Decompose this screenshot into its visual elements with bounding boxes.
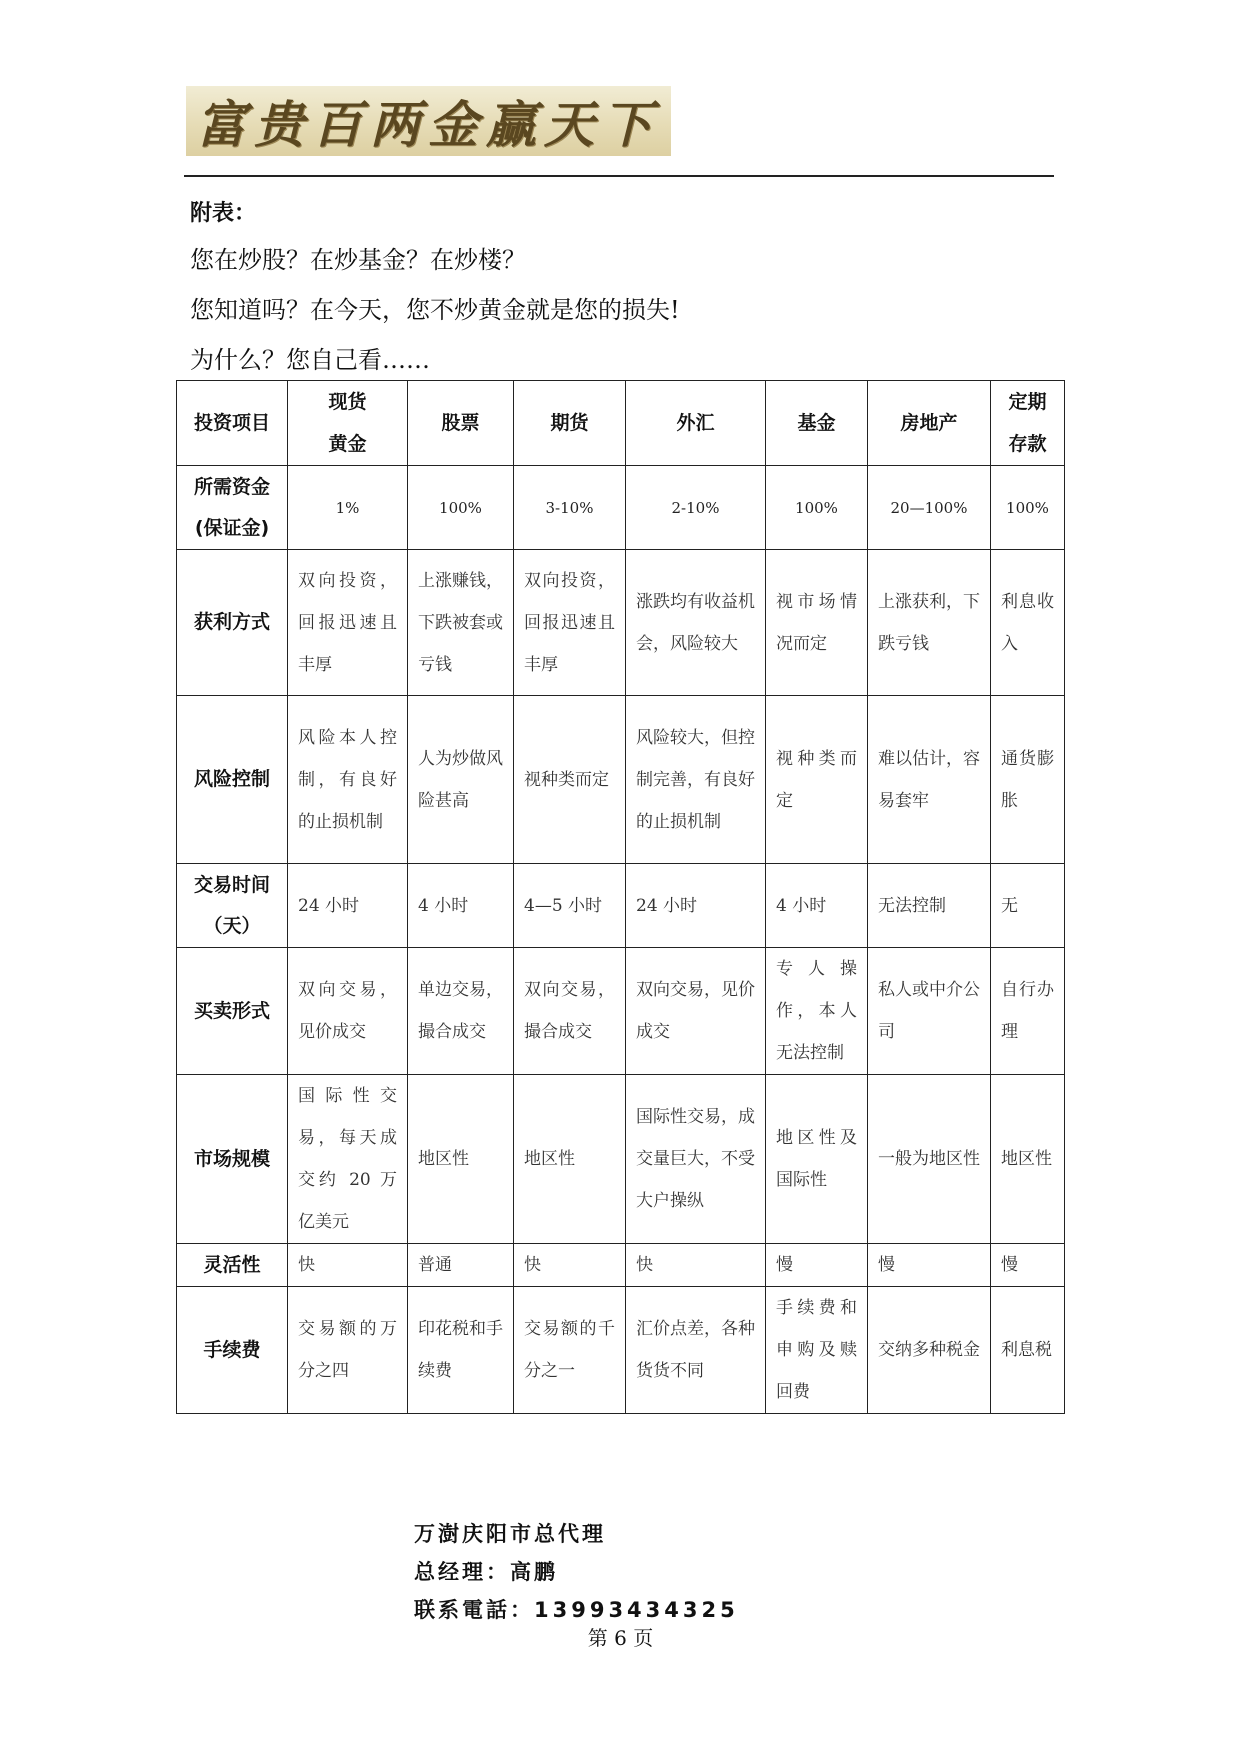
page-number: 第 6 页 [587,1626,654,1650]
table-cell: 私人或中介公司 [868,948,991,1075]
header-divider [184,175,1054,177]
table-cell: 视种类而定 [766,696,868,864]
row-header-trade-form: 买卖形式 [177,948,288,1075]
row-header-line2: (保证金) [194,516,270,539]
table-row [177,466,1065,550]
table-cell: 自行办理 [991,948,1065,1075]
table-cell: 通货膨胀 [991,696,1065,864]
table-cell: 单边交易，撮合成交 [408,948,514,1075]
row-header-risk: 风险控制 [177,696,288,864]
table-cell: 慢 [766,1244,868,1287]
table-cell: 国际性交易，每天成交约 20 万亿美元 [288,1075,408,1244]
row-header-line1: 所需资金 [193,475,270,498]
appendix-heading: 附表： [190,201,257,226]
table-cell: 1% [288,466,408,550]
table-cell: 100% [766,466,868,550]
table-cell: 2-10% [626,466,766,550]
table-cell: 24 小时 [626,864,766,948]
table-cell: 双向投资，回报迅速且丰厚 [514,550,626,696]
footer-phone-label: 联系電話： [414,1598,534,1622]
investment-comparison-table [176,380,1065,1414]
header-stocks: 股票 [408,381,514,466]
row-header-market-scale: 市场规模 [177,1075,288,1244]
table-row [177,696,1065,864]
table-cell: 双向交易，见价成交 [288,948,408,1075]
table-cell: 双向投资，回报迅速且丰厚 [288,550,408,696]
table-cell: 上涨获利，下跌亏钱 [868,550,991,696]
table-cell: 交易额的千分之一 [514,1287,626,1414]
table-cell: 无法控制 [868,864,991,948]
row-header-line1: 交易时间 [193,873,270,896]
table-cell: 涨跌均有收益机会，风险较大 [626,550,766,696]
header-deposit-line1: 定期 [1008,391,1047,413]
table-cell: 快 [626,1244,766,1287]
table-cell: 风险较大，但控制完善，有良好的止损机制 [626,696,766,864]
table-cell: 20—100% [868,466,991,550]
row-header-capital [177,466,288,550]
table-cell: 3-10% [514,466,626,550]
table-cell: 人为炒做风险甚高 [408,696,514,864]
table-cell: 利息收入 [991,550,1065,696]
table-cell: 利息税 [991,1287,1065,1414]
header-spot-gold-line2: 黄金 [328,433,367,455]
header-deposit [991,381,1065,466]
table-row [177,550,1065,696]
footer-agency: 万澍庆阳市总代理 [414,1522,606,1546]
table-cell: 地区性及国际性 [766,1075,868,1244]
table-cell: 地区性 [408,1075,514,1244]
table-cell: 视市场情况而定 [766,550,868,696]
table-cell: 100% [991,466,1065,550]
table-cell: 一般为地区性 [868,1075,991,1244]
footer-phone [414,1594,739,1624]
banner-logo [186,86,671,156]
header-forex: 外汇 [626,381,766,466]
intro-line-3: 为什么？您自己看…… [190,346,430,374]
table-cell: 地区性 [991,1075,1065,1244]
row-header-profit: 获利方式 [177,550,288,696]
table-cell: 印花税和手续费 [408,1287,514,1414]
header-futures: 期货 [514,381,626,466]
header-corner: 投资项目 [177,381,288,466]
intro-line-2: 您知道吗？在今天，您不炒黄金就是您的损失! [190,296,680,324]
header-spot-gold [288,381,408,466]
table-row [177,864,1065,948]
header-spot-gold-line1: 现货 [328,391,367,413]
table-cell: 24 小时 [288,864,408,948]
table-cell: 交易额的万分之四 [288,1287,408,1414]
table-cell: 4 小时 [766,864,868,948]
row-header-fees: 手续费 [177,1287,288,1414]
table-cell: 手续费和申购及赎回费 [766,1287,868,1414]
footer-manager-label: 总经理： [414,1560,510,1584]
footer-manager-name: 高鹏 [510,1560,558,1584]
table-cell: 4—5 小时 [514,864,626,948]
table-row [177,948,1065,1075]
header-funds: 基金 [766,381,868,466]
table-cell: 地区性 [514,1075,626,1244]
footer-manager [414,1556,558,1586]
row-header-flexibility: 灵活性 [177,1244,288,1287]
table-cell: 快 [288,1244,408,1287]
header-real-estate: 房地产 [868,381,991,466]
table-cell: 慢 [868,1244,991,1287]
row-header-trading-time [177,864,288,948]
table-header-row [177,381,1065,466]
table-row [177,1287,1065,1414]
table-cell: 快 [514,1244,626,1287]
intro-line-1: 您在炒股？在炒基金？在炒楼？ [190,246,526,274]
table-cell: 双向交易，撮合成交 [514,948,626,1075]
table-row [177,1075,1065,1244]
row-header-line2: （天） [203,914,261,937]
table-cell: 慢 [991,1244,1065,1287]
table-cell: 专人操作，本人无法控制 [766,948,868,1075]
table-cell: 视种类而定 [514,696,626,864]
header-deposit-line2: 存款 [1008,433,1047,455]
table-cell: 交纳多种税金 [868,1287,991,1414]
table-cell: 上涨赚钱，下跌被套或亏钱 [408,550,514,696]
table-cell: 汇价点差，各种货货不同 [626,1287,766,1414]
table-cell: 无 [991,864,1065,948]
table-cell: 国际性交易，成交量巨大，不受大户操纵 [626,1075,766,1244]
table-cell: 4 小时 [408,864,514,948]
table-cell: 100% [408,466,514,550]
table-cell: 难以估计，容易套牢 [868,696,991,864]
table-row [177,1244,1065,1287]
banner-calligraphy: 富贵百两金赢天下 [196,95,660,154]
footer-phone-number: 13993434325 [534,1598,739,1622]
table-cell: 风险本人控制，有良好的止损机制 [288,696,408,864]
table-cell: 普通 [408,1244,514,1287]
table-cell: 双向交易，见价成交 [626,948,766,1075]
